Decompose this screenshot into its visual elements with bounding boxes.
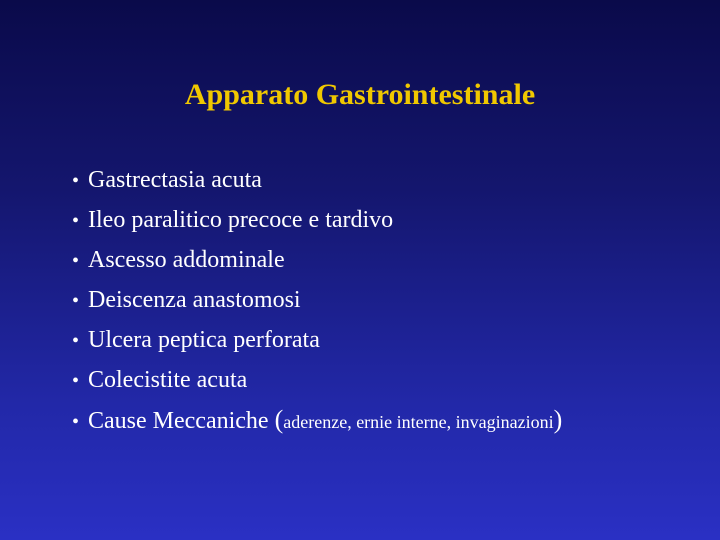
list-item bbox=[72, 200, 562, 240]
bullet-icon: • bbox=[72, 330, 80, 352]
list-item bbox=[72, 280, 562, 320]
list-item-text: Gastrectasia acuta bbox=[88, 167, 262, 193]
list-item-text: Colecistite acuta bbox=[88, 367, 248, 393]
list-item-text: Ileo paralitico precoce e tardivo bbox=[88, 207, 394, 233]
bullet-icon: • bbox=[72, 210, 80, 232]
list-item bbox=[72, 240, 562, 280]
bullet-icon: • bbox=[72, 170, 80, 192]
list-item-text: Deiscenza anastomosi bbox=[88, 287, 301, 313]
list-item-text: Ascesso addominale bbox=[88, 247, 285, 273]
list-item bbox=[72, 360, 562, 400]
list-item bbox=[72, 320, 562, 360]
list-item-text bbox=[88, 400, 562, 442]
list-item bbox=[72, 160, 562, 200]
bullet-icon: • bbox=[72, 370, 80, 392]
bullet-icon: • bbox=[72, 411, 80, 433]
close-paren: ) bbox=[553, 405, 563, 434]
slide-title: Apparato Gastrointestinale bbox=[184, 78, 536, 111]
open-paren: ( bbox=[274, 405, 284, 434]
list-item-main-text: Cause Meccaniche bbox=[88, 408, 275, 434]
list-item-detail: aderenze, ernie interne, invaginazioni bbox=[283, 412, 554, 432]
list-item-text: Ulcera peptica perforata bbox=[88, 327, 320, 353]
bullet-icon: • bbox=[72, 250, 80, 272]
list-item bbox=[72, 400, 562, 440]
bullet-list bbox=[72, 160, 562, 440]
bullet-icon: • bbox=[72, 290, 80, 312]
